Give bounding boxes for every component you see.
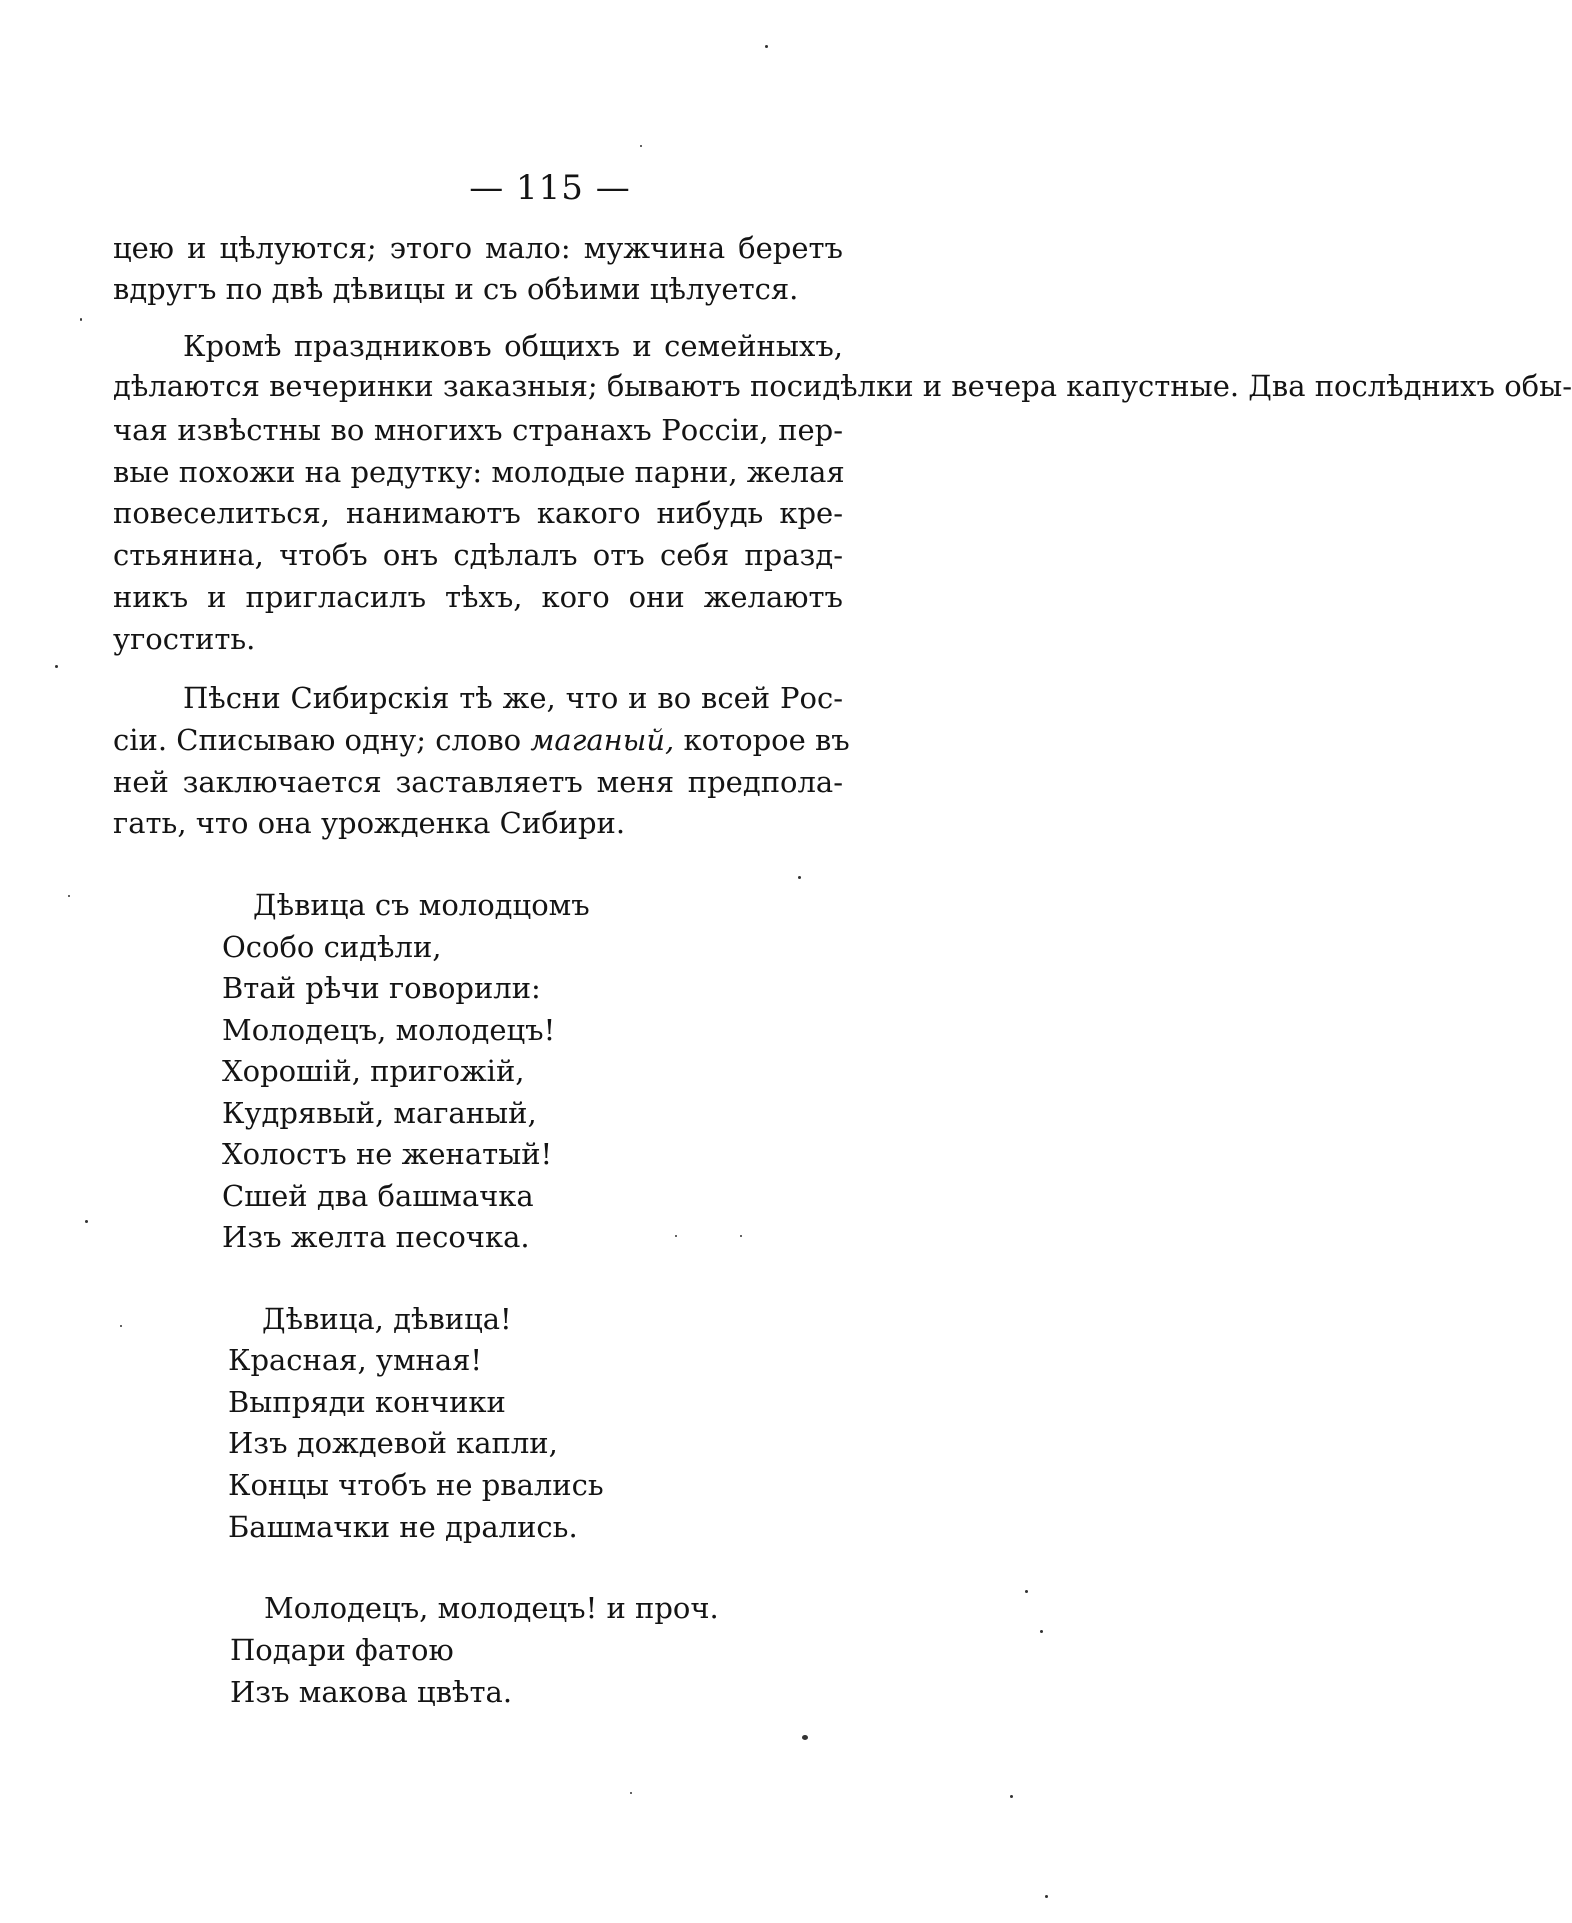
verse-line: Подари фатою <box>230 1633 454 1667</box>
scan-speck <box>740 1235 742 1237</box>
scan-speck <box>1045 1895 1048 1898</box>
verse-line: Кудрявый, маганый, <box>222 1096 537 1130</box>
scan-speck <box>1025 1590 1028 1593</box>
prose-line: цею и цѣлуются; этого мало: мужчина беретъ <box>113 231 843 265</box>
prose-line: никъ и пригласилъ тѣхъ, кого они желаютъ <box>113 580 843 614</box>
scan-speck <box>120 1325 122 1327</box>
scan-speck <box>68 895 70 897</box>
prose-line: Кромѣ праздниковъ общихъ и семейныхъ, <box>183 329 843 363</box>
prose-line: стьянина, чтобъ онъ сдѣлалъ отъ себя празд- <box>113 538 843 572</box>
verse-line: Холостъ не женатый! <box>222 1137 553 1171</box>
prose-line: Пѣсни Сибирскія тѣ же, что и во всей Рос- <box>183 681 843 715</box>
prose-line: гать, что она урожденка Сибири. <box>113 806 626 840</box>
prose-line: угостить. <box>113 622 256 656</box>
prose-line: вые похожи на редутку: молодые парни, желая <box>113 455 845 489</box>
scan-speck <box>802 1735 808 1740</box>
scan-speck <box>1010 1795 1013 1798</box>
prose-line: чая извѣстны во многихъ странахъ Россіи, пер- <box>113 413 843 447</box>
verse-line: Красная, умная! <box>228 1343 483 1377</box>
verse-line: Выпряди кончики <box>228 1385 506 1419</box>
scan-speck <box>85 1220 88 1223</box>
verse-line: Сшей два башмачка <box>222 1179 534 1213</box>
verse-line: Молодецъ, молодецъ! и проч. <box>264 1591 719 1625</box>
scan-speck <box>640 145 642 147</box>
verse-line: Втай рѣчи говорили: <box>222 971 541 1005</box>
prose-fragment: которое въ <box>683 723 850 757</box>
verse-line: Хорошій, пригожій, <box>222 1054 525 1088</box>
verse-line: Изъ дождевой капли, <box>228 1426 558 1460</box>
verse-line: Дѣвица, дѣвица! <box>262 1302 512 1336</box>
prose-fragment: сіи. Списываю одну; слово <box>113 723 522 757</box>
scan-speck <box>630 1792 632 1794</box>
scan-speck <box>80 318 82 321</box>
scan-speck <box>675 1235 677 1237</box>
verse-line: Особо сидѣли, <box>222 930 442 964</box>
scan-speck <box>798 876 801 879</box>
verse-line: Молодецъ, молодецъ! <box>222 1013 556 1047</box>
scan-speck <box>1040 1630 1043 1633</box>
verse-line: Изъ макова цвѣта. <box>230 1675 513 1709</box>
scan-speck <box>55 665 58 668</box>
scan-speck <box>765 45 768 48</box>
verse-line: Изъ желта песочка. <box>222 1220 530 1254</box>
verse-line: Дѣвица съ молодцомъ <box>253 888 590 922</box>
prose-line: дѣлаются вечеринки заказныя; бываютъ посидѣлки и вечера капустные. Два послѣднихъ обы- <box>113 369 1572 403</box>
page-number: — 115 — <box>469 168 631 208</box>
verse-line: Башмачки не дрались. <box>228 1510 578 1544</box>
prose-line: повеселиться, нанимаютъ какого нибудь кре- <box>113 496 843 530</box>
prose-line: ней заключается заставляетъ меня предпола- <box>113 765 843 799</box>
prose-line: вдругъ по двѣ дѣвицы и съ обѣими цѣлуется. <box>113 272 799 306</box>
prose-line <box>113 720 850 760</box>
verse-line: Концы чтобъ не рвались <box>228 1468 604 1502</box>
italic-word: маганый, <box>530 723 675 757</box>
